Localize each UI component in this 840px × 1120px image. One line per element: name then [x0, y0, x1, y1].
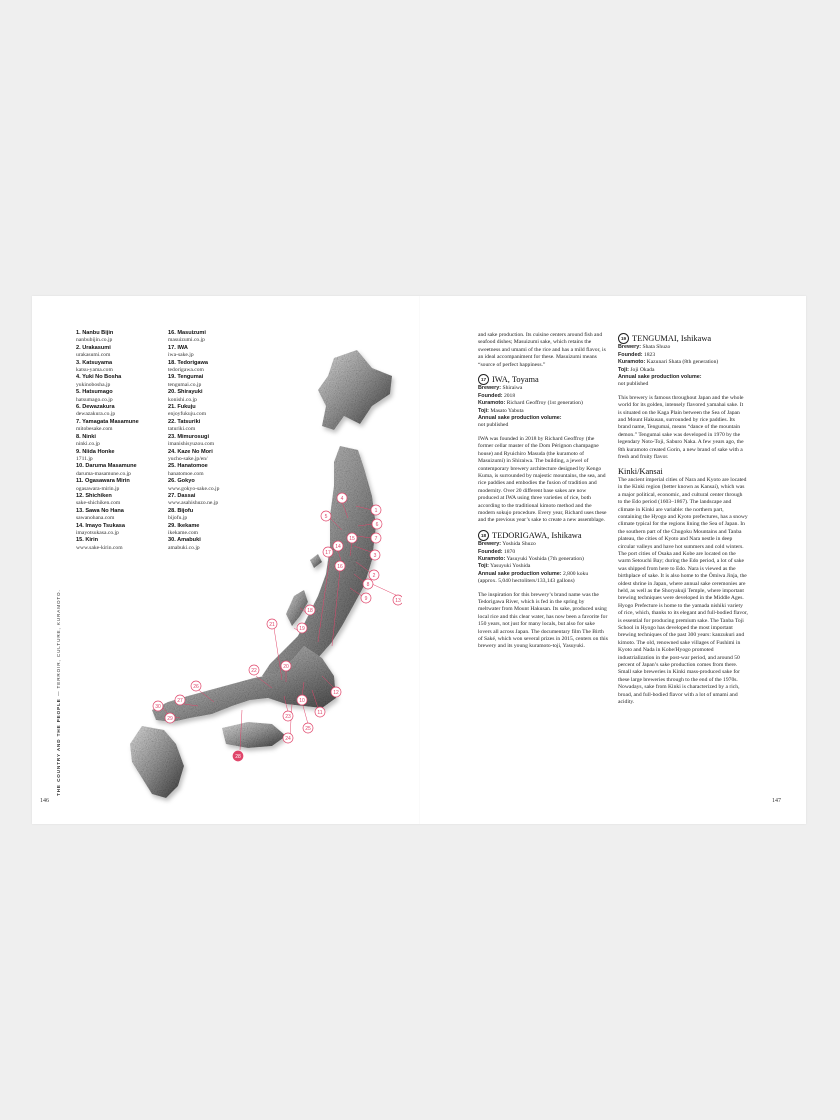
list-item: 26. Gokyo www.gokyo-sake.co.jp: [168, 478, 220, 492]
marker-27: [175, 695, 185, 705]
marker-29: [165, 713, 175, 723]
svg-text:29: 29: [167, 715, 173, 722]
entry-tedorigawa: 18 TEDORIGAWA, Ishikawa Brewery: Yoshida Shuzo Founded: 1870 Kuramoto: Yasuyuki Yoshida (7th generation) Toji: Yasuyuki Yoshida Annual sake production volume: 2,800 koku (approx. 5,040 hectoliters/133,143 gallons) The inspiration for this brewery’s brand name was the Tedorigawa River, which is fed in the spring by meltwater from Mount Hakusan. Its sake, produced using local rice and this clear water, has now been a favorite for 150 years, not just for many locals, but also for sake lovers all across Japan. The documentary film The Birth of Saké, which won several prizes in 2015, centers on this brewery and its young kuramoto-toji, Yasuyuki.: [478, 530, 608, 650]
list-item: 6. Dewazakura dewazakura.co.jp: [76, 404, 116, 418]
list-item: 15. Kirin www.sake-kirin.com: [76, 537, 123, 551]
list-item: 7. Yamagata Masamune mitobesake.com: [76, 418, 139, 433]
entry-title: IWA, Toyama: [492, 375, 539, 385]
marker-22: [249, 665, 259, 675]
list-item: 27. Dassai www.asahishuzo.ne.jp: [168, 492, 219, 507]
marker-21: [267, 619, 277, 629]
list-item: 17. IWA iwa-sake.jp: [168, 344, 194, 359]
text-column-3: [478, 332, 608, 657]
entry-body: IWA was founded in 2018 by Richard Geoffroy (the former cellar master of the Dom Pérignon champagne house) and Ryuichiro Masuda (the kuramoto of Masuizumi) in Shiraiwa. The building, a jewel of contemporary brewery architecture designed by Kengo Kuma, is surrounded by majestic mountains, the sea, and rice paddies and embodies the fusion of tradition and modernity. Over 20 different base sakes are now produced at IWA using three varieties of rice, both according to the traditional kimoto method and the modern sokujo procedure. Every year, Richard uses these and the previous year’s sake to create a new assemblage.: [478, 435, 607, 524]
list-item: 12. Shichiken sake-shichiken.com: [76, 492, 121, 507]
list-item: 14. Imayo Tsukasa imayotsukasa.co.jp: [76, 522, 126, 536]
svg-text:13: 13: [395, 597, 401, 604]
svg-text:14: 14: [335, 543, 341, 550]
marker-24: [283, 733, 293, 743]
marker-17: [323, 547, 333, 557]
marker-2: [369, 570, 379, 580]
list-item: 29. Ikekame ikekame.com: [168, 522, 200, 536]
svg-text:17: 17: [325, 549, 331, 556]
list-item: 16. Masuizumi masuizumi.co.jp: [168, 330, 206, 344]
list-item: 30. Amabuki amabuki.co.jp: [168, 537, 201, 551]
entry-title: TENGUMAI, Ishikawa: [632, 334, 712, 343]
marker-28: [233, 751, 243, 761]
marker-18: [305, 605, 315, 615]
marker-12: [331, 687, 341, 697]
svg-text:9: 9: [364, 595, 368, 602]
list-item: 9. Niida Honke 1711.jp: [76, 448, 115, 462]
entry-body: The inspiration for this brewery’s brand name was the Tedorigawa River, which is fed in the spring by meltwater from Mount Hakusan. Its sake, produced using local rice and this clear water, has now been a favorite for 150 years, not just for many locals, but also for sake lovers all across Japan. The documentary film The Birth of Saké, which won several prizes in 2015, centers on this brewery and its young kuramoto-toji, Yasuyuki.: [478, 591, 608, 650]
list-item: 3. Katsuyama katsu-yama.com: [76, 359, 113, 374]
svg-text:15: 15: [349, 535, 355, 542]
page-number-left: 146: [40, 798, 49, 804]
marker-26: [191, 681, 201, 691]
entry-title: TEDORIGAWA, Ishikawa: [492, 530, 582, 540]
svg-text:25: 25: [305, 725, 311, 732]
marker-1: [371, 505, 381, 515]
marker-8: [363, 579, 373, 589]
marker-7: [371, 533, 381, 543]
entry-iwa: 17 IWA, Toyama Brewery: Shiraiwa Founded: 2018 Kuramoto: Richard Geoffroy (1st generation) Toji: Masato Yabuta Annual sake production volume: not published IWA was founded in 2018 by Richard Geoffroy (the former cellar master of the Dom Pérignon champagne house) and Ryuichiro Masuda (the kuramoto of Masuizumi) in Shiraiwa. The building, a jewel of contemporary brewery architecture designed by Kengo Kuma, is surrounded by majestic mountains, the sea, and rice paddies and embodies the fusion of tradition and modernity. Over 20 different base sakes are now produced at IWA using three varieties of rice, both according to the traditional kimoto method and the modern sokujo procedure. Every year, Richard uses these and the previous year’s sake to create a new assemblage.: [478, 375, 607, 524]
svg-text:12: 12: [333, 689, 339, 696]
marker-30: [153, 701, 163, 711]
text-column-4: [618, 332, 748, 713]
svg-text:24: 24: [285, 735, 291, 742]
list-item: 4. Yuki No Bosha yukinobosha.jp: [76, 374, 122, 388]
marker-10: [297, 695, 307, 705]
svg-text:11: 11: [317, 709, 323, 716]
svg-text:2: 2: [372, 572, 376, 579]
list-item: 18. Tedorigawa tedorigawa.com: [168, 359, 208, 374]
svg-text:10: 10: [299, 697, 305, 704]
section-heading: Kinki/Kansai: [618, 466, 663, 476]
list-item: 8. Ninki ninki.co.jp: [76, 433, 100, 448]
marker-20: [281, 661, 291, 671]
svg-text:1: 1: [374, 507, 378, 514]
entry-number-badge: 19: [618, 333, 629, 344]
svg-text:8: 8: [366, 581, 370, 588]
gutter: [419, 296, 420, 824]
svg-text:16: 16: [337, 563, 343, 570]
list-item: 28. Bijofu bijofu.jp: [168, 507, 194, 522]
marker-13: [393, 595, 402, 605]
svg-text:27: 27: [177, 697, 183, 704]
svg-text:21: 21: [269, 621, 275, 628]
entry-tengumai: 19 TENGUMAI, Ishikawa Brewery: Shata Shuzo Founded: 1823 Kuramoto: Kazunari Shata (8th generation) Toji: Joji Okada Annual sake production volume: not published This brewery is famous throughout Japan and the whole world for its golden, intensely flavored yamahai sake. It is situated on the Kaga Plain between the Sea of Japan and Mount Hakusan, surrounded by rice paddies. Its brand name, Tengumai, means “dance of the mountain demon.” Tengumai sake was developed in 1970 by the legendary Noto-Toji, Saburo Naka. A few years ago, the 8th kuramoto created Gorin, a new brand of sake with a fresh and fruity flavor.: [618, 334, 748, 462]
svg-text:20: 20: [283, 663, 289, 670]
svg-text:30: 30: [155, 703, 161, 710]
svg-text:3: 3: [373, 552, 377, 559]
svg-text:22: 22: [251, 667, 257, 674]
marker-14: [333, 541, 343, 551]
list-item: 25. Hanatomoe hanatomoe.com: [168, 463, 208, 477]
svg-text:18: 18: [307, 607, 313, 614]
marker-5: [321, 511, 331, 521]
side-running-title: THE COUNTRY AND THE PEOPLE — TERROIR, CULTURE, KURAMOTO.: [56, 589, 61, 796]
entry-number-badge: 17: [478, 374, 489, 385]
list-item: 20. Shirayuki konishi.co.jp: [168, 389, 203, 403]
marker-9: [361, 593, 371, 603]
marker-19: [297, 623, 307, 633]
marker-11: [315, 707, 325, 717]
list-item: 21. Fukuju enjoyfukuju.com: [168, 404, 207, 418]
intro-paragraph: and sake production. Its cuisine centers around fish and seafood dishes; Masuizumi sake, which retains the sweetness and umami of the rice and has a mild flavor, is an ideal accompaniment for these. Masuizumi means “source of perfect happiness.”: [478, 332, 606, 368]
japan-relief-map: [72, 346, 402, 806]
list-item: 13. Sawa No Hana sawanohana.com: [76, 507, 124, 522]
list-item: 19. Tengumai tengumai.co.jp: [168, 374, 204, 388]
marker-4: [337, 493, 347, 503]
svg-text:7: 7: [374, 535, 378, 542]
svg-text:6: 6: [375, 521, 379, 528]
marker-15: [347, 533, 357, 543]
svg-text:5: 5: [324, 513, 328, 520]
svg-text:23: 23: [285, 713, 291, 720]
list-item: 23. Mimurosugi imanishisyuzou.com: [168, 433, 215, 448]
svg-text:26: 26: [193, 683, 199, 690]
list-item: 24. Kaze No Mori yucho-sake.jp/en/: [168, 448, 213, 462]
list-item: 5. Hatsumago hatsumago.co.jp: [76, 389, 113, 403]
marker-6: [372, 519, 382, 529]
book-spread: [32, 296, 806, 824]
svg-text:28: 28: [235, 753, 241, 760]
list-item: 11. Ogasawara Mirin ogasawara-mirin.jp: [76, 478, 130, 492]
list-item: 1. Nanbu Bijin nanbubijin.co.jp: [76, 330, 114, 344]
entry-body: This brewery is famous throughout Japan and the whole world for its golden, intensely flavored yamahai sake. It is situated on the Kaga Plain between the Sea of Japan and Mount Hakusan, surrounded by rice paddies. Its brand name, Tengumai, means “dance of the mountain demon.” Tengumai sake was developed in 1970 by the legendary Noto-Toji, Saburo Naka. A few years ago, the 8th kuramoto created Gorin, a new brand of sake with a fresh and fruity flavor.: [618, 394, 744, 461]
marker-3: [370, 550, 380, 560]
marker-16: [335, 561, 345, 571]
landmass: [130, 350, 392, 798]
page-number-right: 147: [772, 798, 781, 804]
marker-23: [283, 711, 293, 721]
list-item: 22. Tatsuriki taturiki.com: [168, 418, 201, 433]
list-item: 10. Daruma Masamune daruma-masamune.co.jp: [76, 463, 137, 477]
section-body: The ancient imperial cities of Nara and Kyoto are located in the Kinki region (better known as Kansai), which was a major political, economic, and cultural center through to the Edo period (1603–1867). The landscape and climate in Kinki are variable: the northern part, containing the Hyogo and Kyoto prefectures, has a snowy climate typical for the regions lining the Sea of Japan. In the southern part of the Chugoku Mountains and Tanba plateau, the cities of Kyoto and Nara nestle in deep circular valleys and have hot summers and cold winters. The port cities of Osaka and Kobe are located on the warm Setouchi Bay; during the Edo period, a lot of sake was shipped from here to Edo. Nara is viewed as the birthplace of sake. It is also home to the Ōmiwa Jinja, the oldest shrine in Japan, where annual sake ceremonies are held, as well as the Shoryakuji Temple, where important brewing techniques were developed in the Middle Ages. Hyogo Prefecture is home to the yamada nishiki variety of rice, which, thanks to its elegant and full-bodied flavor, is essential for producing premium sake. The Tanba Toji School in Hyogo has developed the most important brewing techniques of the past 300 years: kanzukuri and kimoto. The old, renowned sake villages of Fushimi in Kyoto and Nada in Kobe/Hyogo promoted industrialization in the post-war period, and around 50 percent of Japan’s sake production comes from there. Small sake breweries in Kinki mass-produced sake for these large breweries through to the end of the 1970s. Nowadays, sake from Kinki is characterized by a rich, broad, and full-bodied flavor with a lot of umami and acidity.: [618, 476, 748, 706]
svg-text:19: 19: [299, 625, 305, 632]
entry-number-badge: 18: [478, 530, 489, 541]
list-item: 2. Urakasumi urakasumi.com: [76, 344, 111, 359]
svg-text:4: 4: [340, 495, 344, 502]
marker-25: [303, 723, 313, 733]
